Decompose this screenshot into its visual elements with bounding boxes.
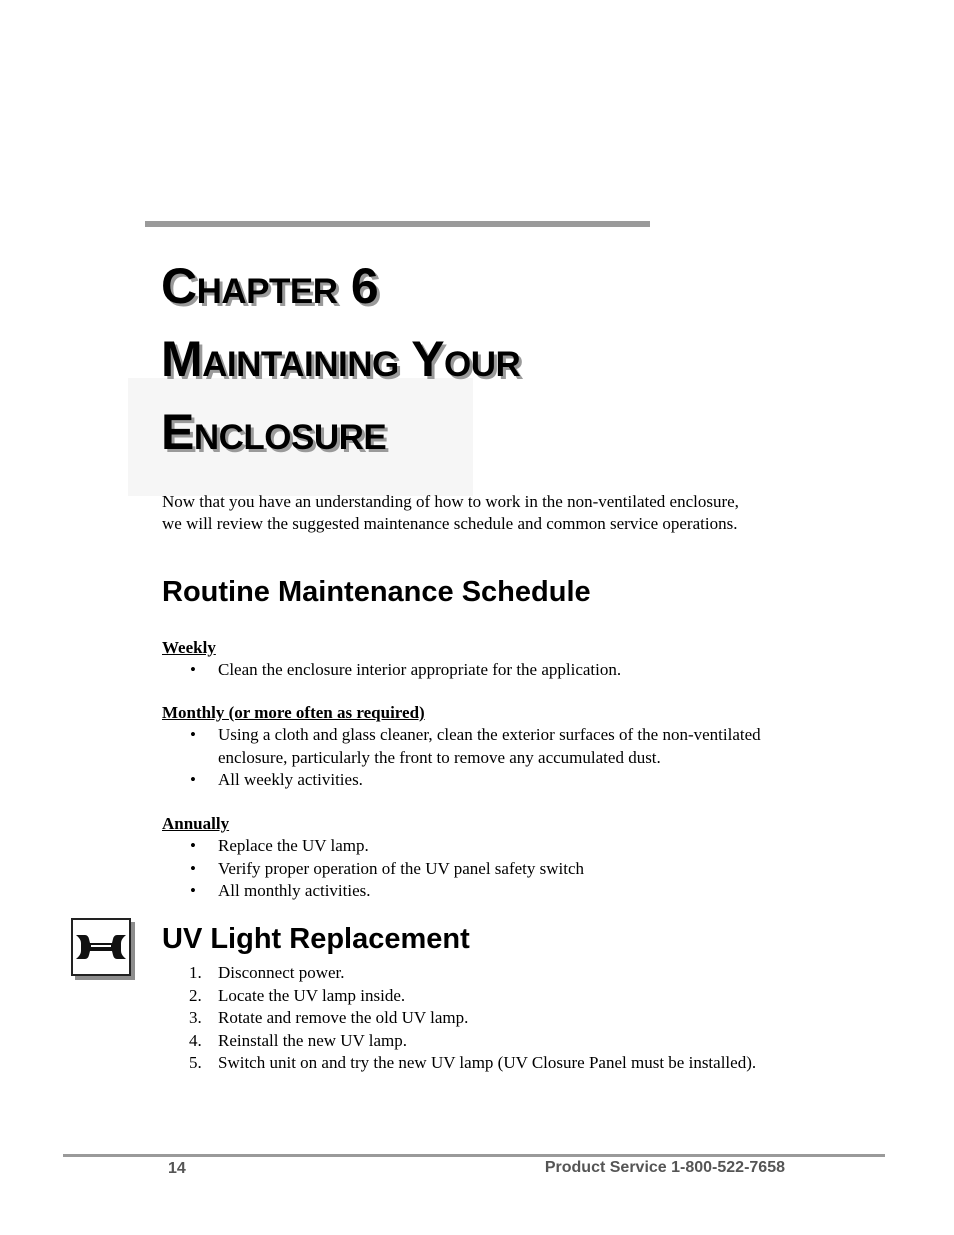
list-item [162, 1007, 798, 1030]
footer-rule [63, 1154, 885, 1157]
step-text: Rotate and remove the old UV lamp. [218, 1008, 469, 1027]
uv-light-replacement-heading: UV Light Replacement [162, 923, 470, 955]
list-item [162, 1052, 798, 1075]
list-item: • Using a cloth and glass cleaner, clean the exterior surfaces of the non-ventilated enclosure, particularly the front to remove any accumulated dust. [162, 724, 798, 769]
list-item: • Replace the UV lamp. [162, 835, 798, 858]
step-text: Locate the UV lamp inside. [218, 985, 406, 1005]
chapter-title [161, 250, 520, 469]
intro-paragraph: Now that you have an understanding of how to work in the non-ventilated enclosure, we will review the suggested maintenance schedule and common service operations. [162, 492, 739, 533]
chapter-title-line-2: Maintaining Your [161, 331, 521, 387]
step-number: 4. [189, 1030, 202, 1050]
list-item: • All monthly activities. [162, 880, 798, 903]
weekly-subheading: Weekly [162, 638, 216, 657]
step-number: 5. [189, 1053, 202, 1072]
chapter-top-rule [145, 221, 650, 227]
monthly-list [162, 724, 798, 792]
list-item: • Clean the enclosure interior appropriate for the application. [162, 659, 798, 682]
weekly-list [162, 659, 798, 682]
chapter-title-line-3: Enclosure [161, 404, 387, 460]
annually-subheading: Annually [162, 814, 230, 833]
step-number: 2. [189, 985, 202, 1005]
step-number: 1. [189, 963, 202, 982]
product-service-phone: Product Service 1-800-522-7658 [544, 1159, 785, 1176]
list-item: • Verify proper operation of the UV panel safety switch [162, 858, 798, 881]
step-text: Reinstall the new UV lamp. [218, 1030, 408, 1050]
page-number: 14 [168, 1160, 186, 1177]
list-item [162, 962, 798, 985]
wrench-icon [71, 918, 131, 976]
list-item [162, 985, 798, 1008]
list-item [162, 1030, 798, 1053]
step-text: Switch unit on and try the new UV lamp (UV Closure Panel must be installed). [218, 1053, 757, 1072]
step-number: 3. [189, 1008, 202, 1027]
monthly-subheading: Monthly (or more often as required) [162, 703, 425, 722]
list-item: • All weekly activities. [162, 769, 798, 792]
chapter-title-line-1: Chapter 6 [161, 258, 379, 314]
annually-list [162, 835, 798, 903]
routine-maintenance-heading: Routine Maintenance Schedule [162, 576, 591, 608]
uv-steps-list [162, 962, 798, 1075]
step-text: Disconnect power. [218, 963, 345, 982]
